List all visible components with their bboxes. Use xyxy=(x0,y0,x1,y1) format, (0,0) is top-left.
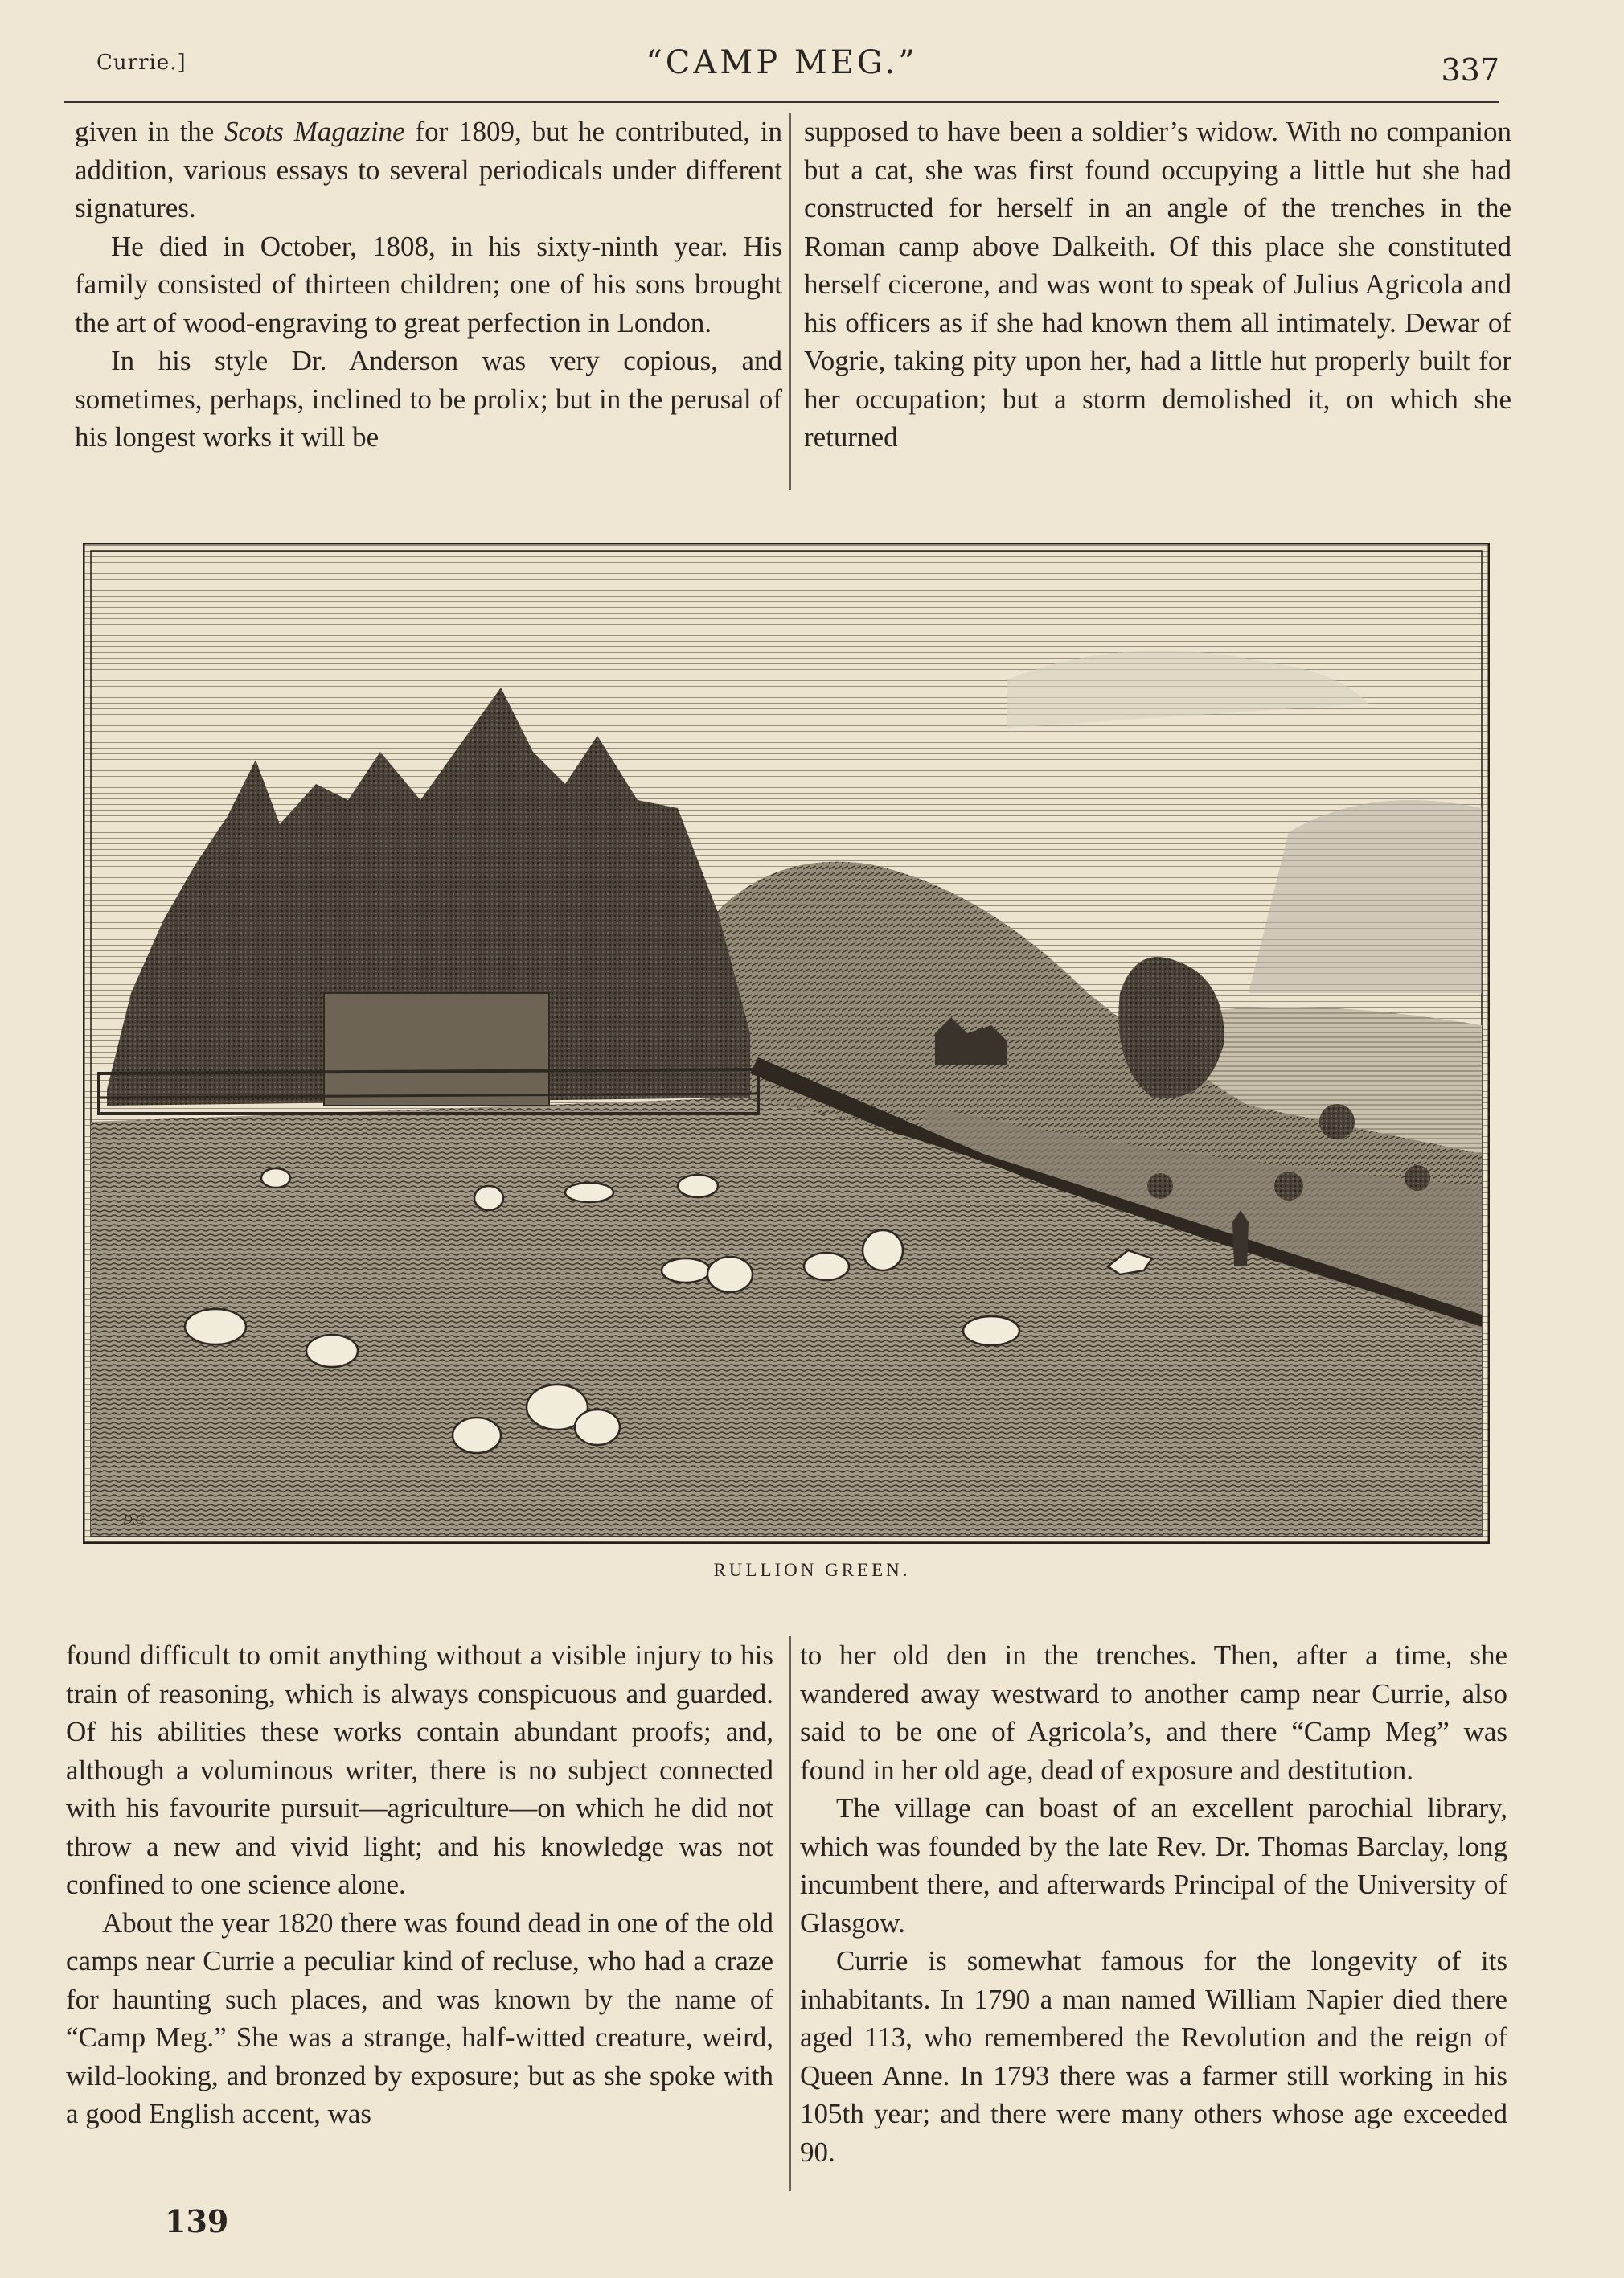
sheep xyxy=(306,1335,358,1367)
bottom-left-column xyxy=(66,1636,773,2133)
paragraph: found difficult to omit anything without a visible injury to his train of reasoning, which is always conspicuous and guarded. Of his abilities these works contain abundant proofs; and, although a voluminous writer, there is no subject connected with his favourite pursuit—agriculture—on which he did not throw a new and vivid light; and his knowledge was not confined to one science alone. xyxy=(66,1640,773,1900)
sheep xyxy=(575,1410,620,1445)
engraver-mark: D.C xyxy=(123,1513,145,1527)
paragraph: About the year 1820 there was found dead in one of the old camps near Currie a peculiar kind of recluse, who had a craze for haunting such places, and was known by the name of “Camp Meg.” She was a strange, half-witted creature, weird, wild-looking, and bronzed by exposure; but as she spoke with a good English accent, was xyxy=(66,1907,773,2129)
page-number: 337 xyxy=(1441,52,1499,88)
italic-title: Scots Magazine xyxy=(224,116,405,147)
sheep xyxy=(474,1186,503,1210)
sheep xyxy=(863,1230,903,1270)
signature-mark: 139 xyxy=(165,2203,229,2239)
sheep xyxy=(707,1257,753,1292)
paragraph: supposed to have been a soldier’s widow. With no companion but a cat, she was first found occupying a little hut she had constructed for herself in an angle of the trenches in the Roman camp above Dalkeith. Of this place she constituted herself cicerone, and was wont to speak of Julius Agricola and his officers as if she had known them all intimately. Dewar of Vogrie, taking pity upon her, had a little hut properly built for her occupation; but a storm demolished it, on which she returned xyxy=(804,116,1511,453)
illustration-caption: RULLION GREEN. xyxy=(713,1560,911,1580)
top-right-column xyxy=(804,113,1511,457)
column-rule-bottom xyxy=(789,1636,791,2191)
tree xyxy=(1319,1104,1355,1139)
sheep xyxy=(185,1309,246,1344)
paragraph: Currie is somewhat famous for the longevity of its inhabitants. In 1790 a man named William Napier died there aged 113, who remembered the Revolution and the reign of Queen Anne. In 1793 there was a farmer still working in his 105th year; and there were many others whose age exceeded 90. xyxy=(800,1945,1507,2168)
top-left-column xyxy=(75,113,782,457)
tree xyxy=(1274,1172,1303,1201)
sheep xyxy=(963,1316,1019,1345)
paragraph: The village can boast of an excellent parochial library, which was founded by the late Rev. Dr. Thomas Barclay, long incumbent there, and afterwards Principal of the University of Glasgow. xyxy=(800,1792,1507,1939)
rullion-green-engraving xyxy=(83,543,1490,1544)
tree xyxy=(1405,1165,1430,1191)
paragraph: to her old den in the trenches. Then, after a time, she wandered away westward to another camp near Currie, also said to be one of Agricola’s, and there “Camp Meg” was found in her old age, dead of exposure and destitution. xyxy=(800,1640,1507,1786)
sheep xyxy=(453,1418,501,1453)
sheep xyxy=(804,1253,849,1280)
paragraph: He died in October, 1808, in his sixty-ninth year. His family consisted of thirteen children; one of his sons brought the art of wood-engraving to great perfection in London. xyxy=(75,230,782,339)
tree xyxy=(1147,1173,1173,1199)
paragraph: given in the Scots Magazine for 1809, but he contributed, in addition, various essays to several periodicals under different signatures. xyxy=(75,116,782,224)
paragraph: In his style Dr. Anderson was very copious, and sometimes, perhaps, inclined to be prolix; but in the perusal of his longest works it will be xyxy=(75,345,782,453)
running-head-left: Currie.] xyxy=(96,51,187,75)
shepherd-figure xyxy=(1232,1210,1249,1266)
sheep xyxy=(662,1258,710,1283)
engraving-svg xyxy=(83,543,1490,1544)
column-rule-top xyxy=(789,113,791,490)
sheep xyxy=(261,1168,290,1188)
railed-enclosure xyxy=(324,993,549,1106)
running-head xyxy=(64,44,1499,103)
sheep xyxy=(678,1175,718,1197)
sheep xyxy=(565,1183,613,1202)
bottom-right-column xyxy=(800,1636,1507,2171)
running-head-title: “CAMP MEG.” xyxy=(646,44,918,81)
